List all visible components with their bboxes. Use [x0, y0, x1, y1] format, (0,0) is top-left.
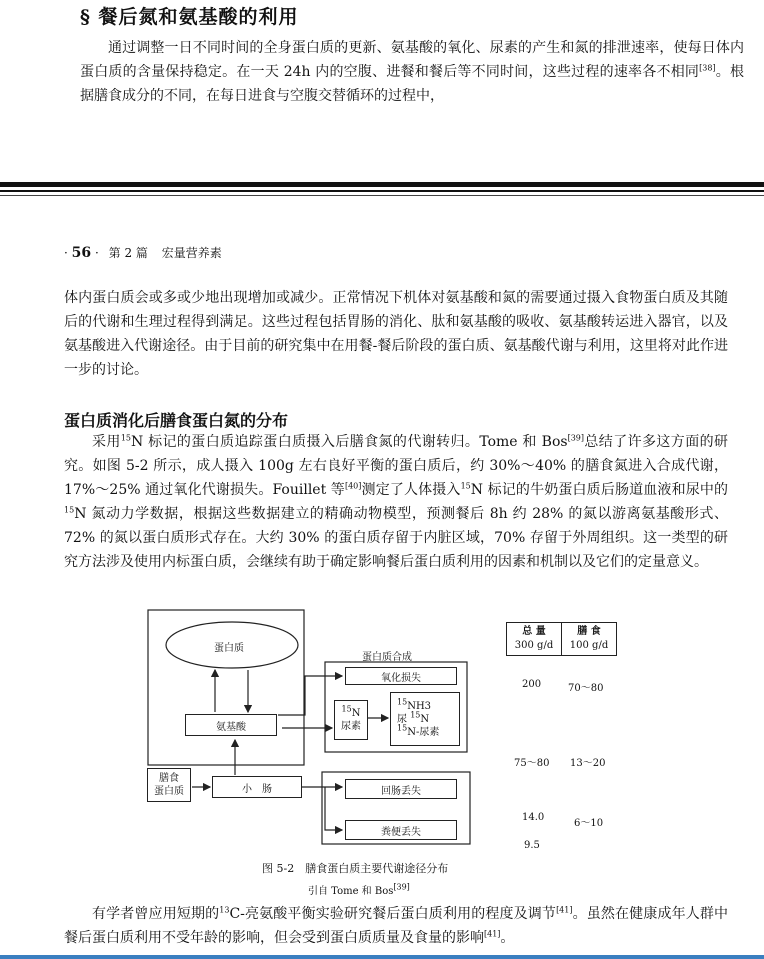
divider-thick	[0, 182, 764, 187]
text: 有学者曾应用短期的	[92, 906, 220, 922]
n15-urea-box: $^{15}$N 尿素	[334, 700, 368, 740]
bottom-edge-line	[0, 955, 764, 959]
superscript: 15	[460, 481, 471, 491]
citation: [41]	[484, 929, 501, 939]
table-cell: 9.5	[524, 840, 540, 851]
arrow-aa-to-oxidation	[278, 676, 342, 715]
page-header	[64, 244, 222, 261]
top-paragraph-tail: 。根据膳食成分的不同，在每日进食与空腹交替循环的过程中，	[80, 64, 744, 104]
small-intestine-box: 小 肠	[212, 776, 302, 798]
table-cell: 75～80	[514, 758, 550, 769]
protein-synthesis-label: 蛋白质合成	[362, 652, 412, 663]
nh3-box: $^{15}$NH3 尿 $^{15}$N $^{15}$N-尿素	[390, 692, 460, 746]
table-header-diet: 膳 食 100 g/d	[561, 622, 617, 656]
citation: [41]	[556, 905, 573, 915]
text: 测定了人体摄入	[361, 482, 461, 498]
loss-frame	[322, 772, 470, 844]
table-cell: 13～20	[570, 758, 606, 769]
superscript: 15	[120, 433, 131, 443]
synthesis-frame	[325, 662, 467, 752]
citation: [39]	[393, 882, 410, 892]
citation: [40]	[344, 481, 362, 491]
arrow-to-fecal	[325, 787, 342, 830]
table-cell: 70～80	[568, 683, 604, 694]
top-paragraph-text: 通过调整一日不同时间的全身蛋白质的更新、氨基酸的氧化、尿素的产生和氮的排泄速率，使每日体内蛋白质的含量保持稳定。在一天 24h 内的空腹、进餐和餐后等不同时间，这些过程的速率各不相同	[80, 40, 744, 80]
subheading: 蛋白质消化后膳食蛋白氮的分布	[64, 411, 289, 430]
figure-caption: 图 5-2 膳食蛋白质主要代谢途径分布	[262, 862, 449, 875]
bullet: ·	[64, 246, 68, 260]
page-number: 56	[71, 245, 92, 261]
text: 总结了许多这方面的研究。如图 5-2 所示，成人摄入 100g 左右良好平衡的蛋白质后，约 30%～40% 的膳食氮进入合成代谢，17%～25% 通过氧化代谢损失。Fouillet 等	[64, 434, 729, 498]
oxidation-loss-box: 氧化损失	[345, 667, 457, 685]
bottom-paragraph	[64, 902, 728, 950]
text: N 氮动力学数据，根据这些数据建立的精确动物模型，预测餐后 8h 约 28% 的氮以游离氨基酸形式、72% 的氮以蛋白质形式存在。大约 30% 的蛋白质存留于内脏区域，70% 存留于外周组织。这一类型的研究方法涉及使用内标蛋白质，会继续有助于确定影响餐后蛋白质利用的因素和机制以及它们的定量意义。	[64, 506, 728, 570]
table-cell: 14.0	[522, 812, 545, 823]
citation: [38]	[699, 63, 716, 73]
text: 采用	[92, 434, 121, 450]
table-cell: 6～10	[574, 818, 604, 829]
section-heading: § 餐后氮和氨基酸的利用	[80, 6, 299, 28]
part-label: 第 2 篇	[108, 246, 148, 260]
text: C-亮氨酸平衡实验研究餐后蛋白质利用的程度及调节	[229, 906, 557, 922]
dietary-protein-box: 膳食 蛋白质	[147, 768, 191, 802]
table-header-total: 总 量 300 g/d	[506, 622, 562, 656]
superscript: 15	[64, 505, 75, 515]
section-label: 宏量营养素	[161, 246, 222, 260]
main-paragraph	[64, 430, 728, 574]
citation: [39]	[567, 433, 584, 443]
text: N 标记的蛋白质追踪蛋白质摄入后膳食氮的代谢转归。Tome 和 Bos	[131, 434, 568, 450]
amino-acid-box: 氨基酸	[185, 714, 277, 736]
divider-thin	[0, 195, 764, 196]
superscript: 13	[219, 905, 230, 915]
text: N 标记的牛奶蛋白质后肠道血液和尿中的	[470, 482, 729, 498]
text: 。虽然在健康成年人群中餐后蛋白质利用不受年龄的影响，但会受到蛋白质质量及食量的影响	[64, 906, 729, 946]
figure-source: 引自 Tome 和 Bos[39]	[308, 882, 410, 897]
divider-medium	[0, 190, 764, 192]
protein-oval	[166, 622, 298, 668]
fecal-loss-box: 粪便丢失	[345, 820, 457, 840]
ileal-loss-box: 回肠丢失	[345, 779, 457, 799]
protein-label: 蛋白质	[214, 643, 244, 654]
text: 。	[500, 930, 515, 946]
bullet: ·	[94, 246, 99, 260]
outer-frame	[148, 610, 304, 765]
intro-paragraph: 体内蛋白质会或多或少地出现增加或减少。正常情况下机体对氨基酸和氮的需要通过摄入食物蛋白质及其随后的代谢和生理过程得到满足。这些过程包括胃肠的消化、肽和氨基酸的吸收、氨基酸转运进入器官，以及氨基酸进入代谢途径。由于目前的研究集中在用餐-餐后阶段的蛋白质、氨基酸代谢与利用，这里将对此作进一步的讨论。	[64, 290, 728, 378]
top-paragraph	[80, 36, 744, 108]
table-cell: 200	[522, 679, 542, 690]
